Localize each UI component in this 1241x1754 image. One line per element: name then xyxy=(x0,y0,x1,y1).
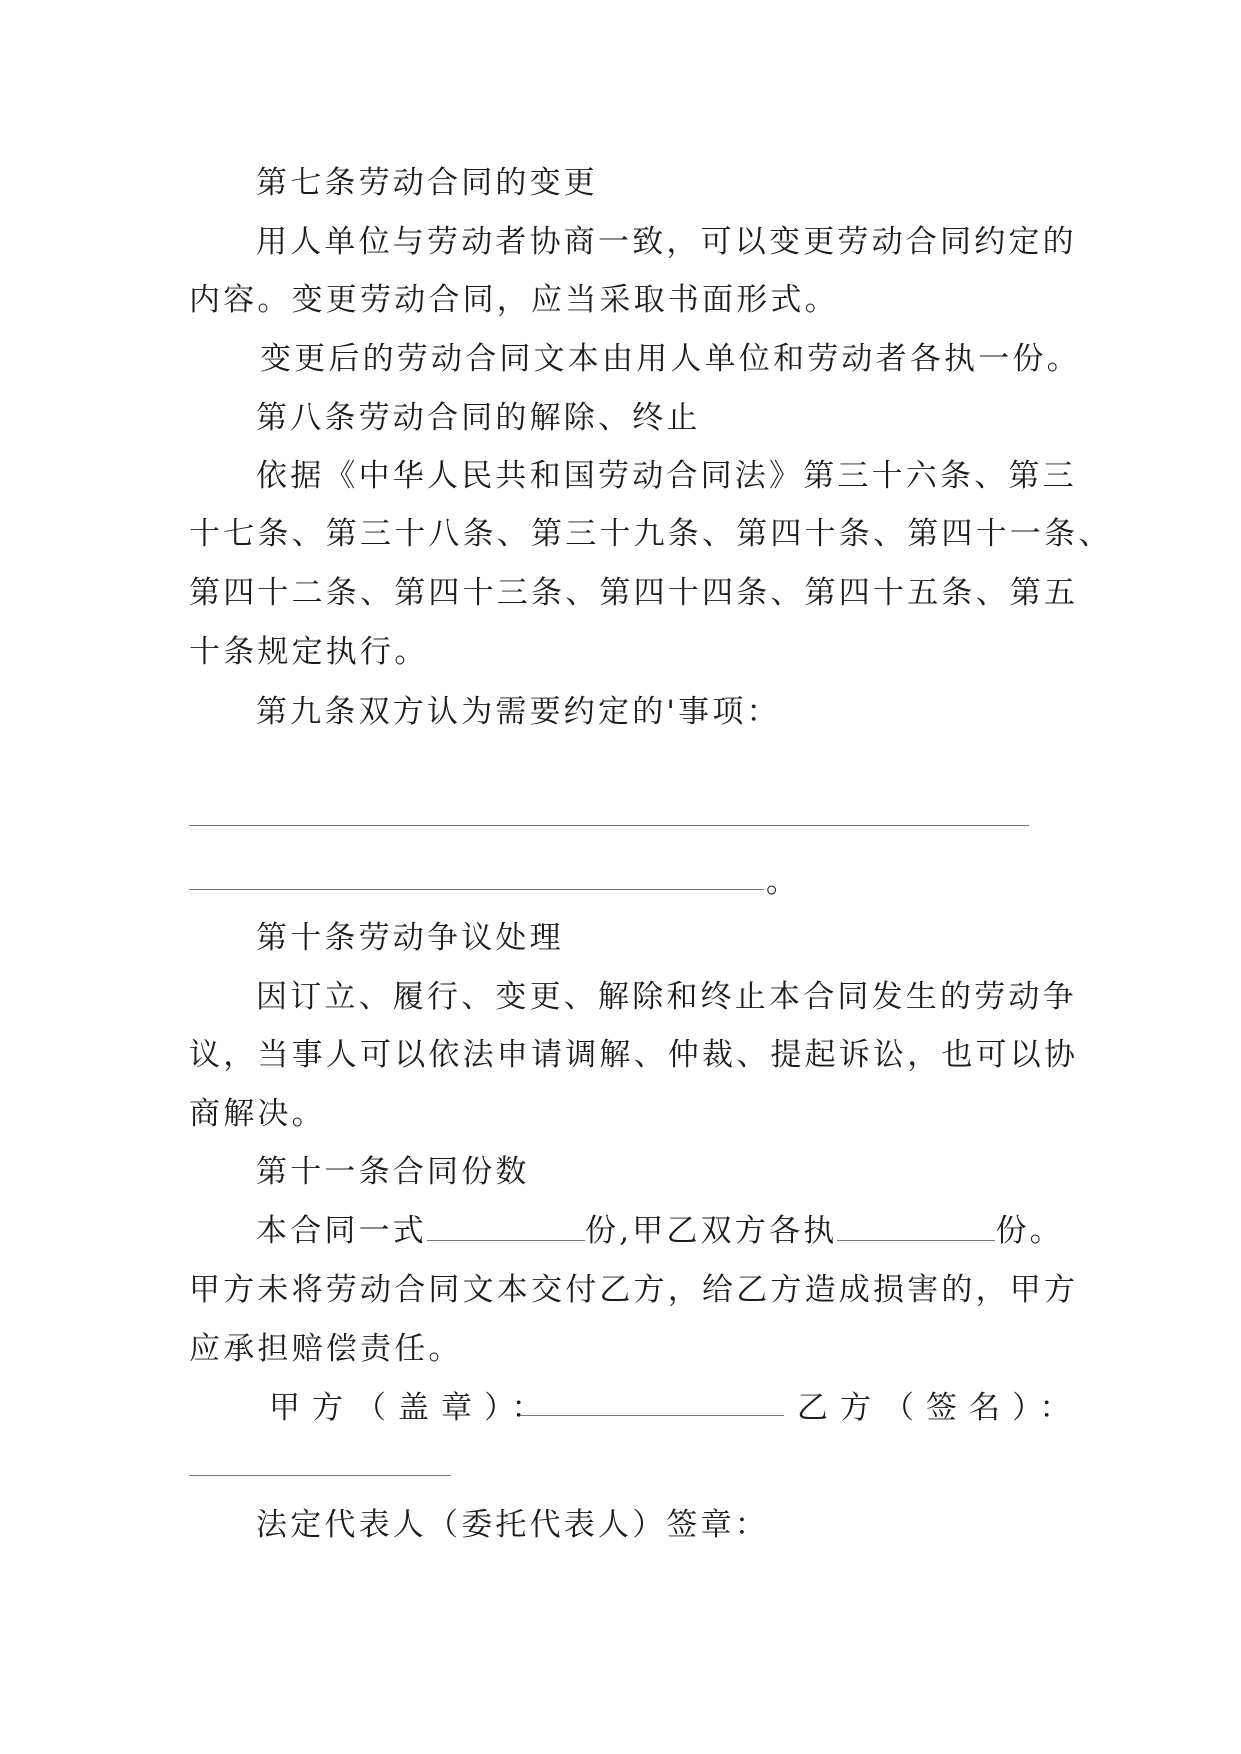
article-11-line-2: 甲方未将劳动合同文本交付乙方，给乙方造成损害的，甲方 xyxy=(189,1272,1079,1308)
article-8-line-3: 第四十二条、第四十三条、第四十四条、第四十五条、第五 xyxy=(189,575,1079,611)
legal-representative-signature-label: 法定代表人（委托代表人）签章： xyxy=(256,1507,769,1543)
article-9-end-mark: 。 xyxy=(766,864,801,900)
article-9-title: 第九条双方认为需要约定的'事项： xyxy=(256,694,781,730)
article-9-blank-line-2 xyxy=(189,889,764,890)
article-10-line-2: 议，当事人可以依法申请调解、仲裁、提起诉讼，也可以协 xyxy=(189,1037,1079,1073)
article-11-line-3: 应承担赔偿责任。 xyxy=(189,1331,463,1367)
article-7-paragraph-1-line-1: 用人单位与劳动者协商一致，可以变更劳动合同约定的 xyxy=(256,224,1077,260)
article-11-copies-line xyxy=(256,1210,1064,1251)
article-8-line-1: 依据《中华人民共和国劳动合同法》第三十六条、第三 xyxy=(256,458,1077,494)
each-party-copies-blank xyxy=(837,1210,995,1241)
total-copies-blank xyxy=(427,1210,585,1241)
party-b-signature-label: 乙方（签名）： xyxy=(797,1390,1083,1426)
article-11-title: 第十一条合同份数 xyxy=(256,1154,530,1190)
article-8-line-4: 十条规定执行。 xyxy=(189,634,429,670)
article-7-paragraph-1-line-2: 内容。变更劳动合同，应当采取书面形式。 xyxy=(189,282,839,318)
article-10-line-1: 因订立、履行、变更、解除和终止本合同发生的劳动争 xyxy=(256,979,1077,1015)
copies-text-a: 本合同一式 xyxy=(256,1213,427,1249)
copies-text-b: 份,甲乙双方各执 xyxy=(585,1213,838,1249)
copies-text-c: 份。 xyxy=(995,1213,1064,1249)
article-10-line-3: 商解决。 xyxy=(189,1096,326,1132)
article-8-title: 第八条劳动合同的解除、终止 xyxy=(256,400,701,436)
article-10-title: 第十条劳动争议处理 xyxy=(256,920,564,956)
party-a-seal-label: 甲方（盖章）： xyxy=(269,1390,555,1426)
article-7-paragraph-2: 变更后的劳动合同文本由用人单位和劳动者各执一份。 xyxy=(260,341,1081,377)
article-8-line-2: 十七条、第三十八条、第三十九条、第四十条、第四十一条、 xyxy=(189,516,1113,552)
party-b-signature-blank xyxy=(189,1475,451,1476)
article-7-title: 第七条劳动合同的变更 xyxy=(256,165,598,201)
party-a-seal-blank xyxy=(520,1415,784,1416)
article-9-blank-line-1 xyxy=(189,825,1029,826)
